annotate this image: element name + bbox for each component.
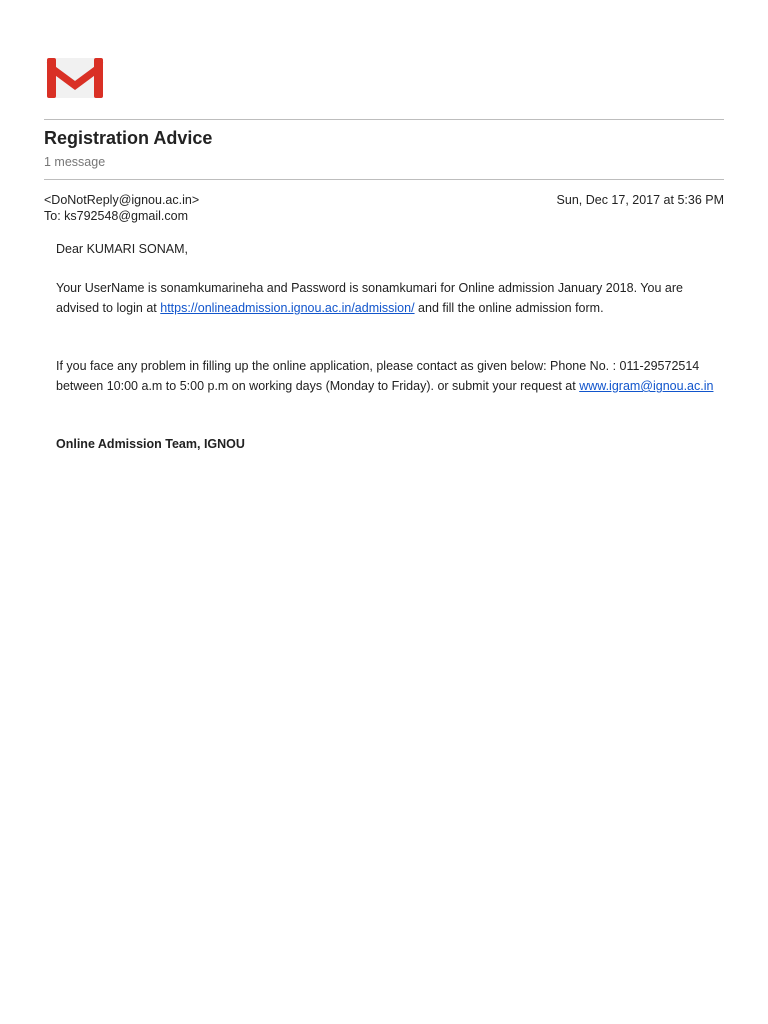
credentials-text: Your UserName is sonamkumarineha and Password is sonamkumari for Online admission January 2018. You are advised to login at	[56, 281, 683, 315]
admission-link[interactable]: https://onlineadmission.ignou.ac.in/admission/	[160, 301, 415, 315]
contact-paragraph	[56, 356, 724, 396]
gmail-logo-icon	[46, 56, 104, 100]
greeting: Dear KUMARI SONAM,	[56, 242, 188, 256]
contact-text: If you face any problem in filling up the online application, please contact as given below: Phone No. : 011-29572514 between 10:00 a.m to 5:00 p.m on working days (Monday to Friday). or submit your request at	[56, 359, 700, 393]
credentials-paragraph	[56, 278, 724, 318]
email-body	[56, 239, 724, 454]
message-count: 1 message	[44, 155, 106, 169]
recipient-address: To: ks792548@gmail.com	[44, 209, 189, 223]
email-date: Sun, Dec 17, 2017 at 5:36 PM	[556, 193, 724, 207]
credentials-text-end: and fill the online admission form.	[414, 301, 604, 315]
signature: Online Admission Team, IGNOU	[56, 437, 245, 451]
email-subject: Registration Advice	[44, 128, 213, 148]
sender-address: <DoNotReply@ignou.ac.in>	[44, 193, 200, 207]
subject-divider	[44, 179, 724, 180]
header-divider	[44, 119, 724, 120]
support-email-link[interactable]: www.igram@ignou.ac.in	[579, 379, 714, 393]
